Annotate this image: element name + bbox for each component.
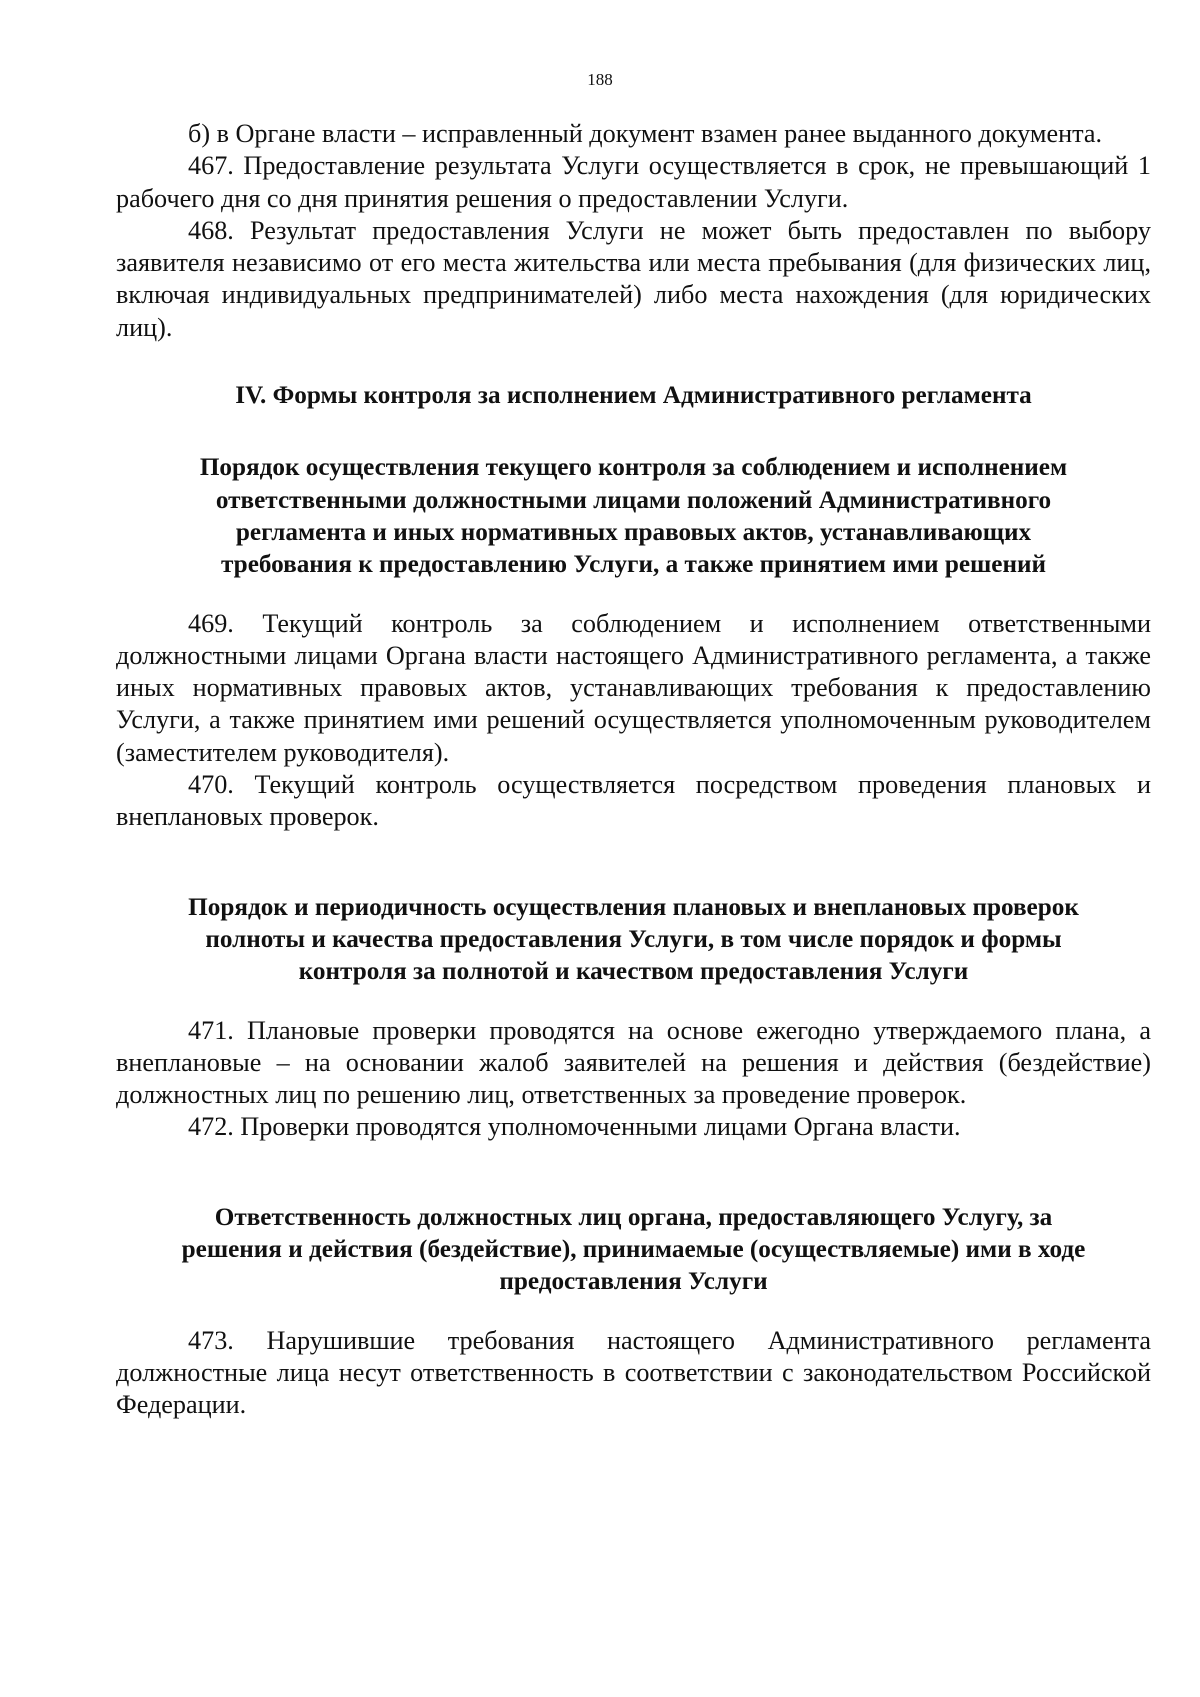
paragraph-b: б) в Органе власти – исправленный документ взамен ранее выданного документа. [188, 119, 1103, 148]
subsection-heading-line: требования к предоставлению Услуги, а также принятием ими решений [221, 551, 1046, 579]
subsection-heading-line: ответственными должностными лицами положений Административного [215, 486, 1052, 514]
subsection-heading-line: Ответственность должностных лиц органа, предоставляющего Услугу, за [214, 1203, 1053, 1231]
subsection-heading-inspections [116, 892, 1151, 989]
subsection-heading-responsibility [116, 1202, 1151, 1299]
paragraph-473: 473. Нарушившие требования настоящего Административного регламента должностные лица несут ответственность в соответствии с законодательством Российской Федерации. [116, 1325, 1151, 1420]
paragraph-467: 467. Предоставление результата Услуги осуществляется в срок, не превышающий 1 рабочего дня со дня принятия решения о предоставлении Услуги. [116, 151, 1151, 213]
section-title: IV. Формы контроля за исполнением Административного регламента [235, 382, 1032, 410]
subsection-heading-line: предоставления Услуги [499, 1268, 768, 1296]
subsection-heading-line: Порядок осуществления текущего контроля за соблюдением и исполнением [199, 454, 1068, 482]
subsection-heading-line: полноты и качества предоставления Услуги, в том числе порядок и формы [205, 925, 1062, 953]
page-number: 188 [587, 70, 613, 89]
document-body [116, 118, 1151, 1422]
subsection-heading-current-control [116, 452, 1151, 581]
subsection-heading-line: регламента и иных нормативных правовых актов, устанавливающих [235, 518, 1032, 546]
paragraph-469: 469. Текущий контроль за соблюдением и исполнением ответственными должностными лицами Органа власти настоящего Административного регламента, а также иных нормативных правовых актов, устанавливающих требования к предоставлению Услуги, а также принятием ими решений осуществляется уполномоченным руководителем (заместителем руководителя). [116, 608, 1151, 767]
paragraph-471: 471. Плановые проверки проводятся на основе ежегодно утверждаемого плана, а внеплановые – на основании жалоб заявителей на решения и действия (бездействие) должностных лиц по решению лиц, ответственных за проведение проверок. [116, 1015, 1151, 1110]
paragraph-468: 468. Результат предоставления Услуги не может быть предоставлен по выбору заявителя независимо от его места жительства или места пребывания (для физических лиц, включая индивидуальных предпринимателей) либо места нахождения (для юридических лиц). [116, 215, 1151, 342]
paragraph-472: 472. Проверки проводятся уполномоченными лицами Органа власти. [188, 1112, 961, 1142]
subsection-heading-line: Порядок и периодичность осуществления плановых и внеплановых проверок [188, 893, 1079, 921]
subsection-heading-line: решения и действия (бездействие), принимаемые (осуществляемые) ими в ходе [181, 1236, 1086, 1264]
paragraph-470: 470. Текущий контроль осуществляется посредством проведения плановых и внеплановых проверок. [116, 770, 1151, 832]
subsection-heading-line: контроля за полнотой и качеством предоставления Услуги [298, 958, 969, 986]
